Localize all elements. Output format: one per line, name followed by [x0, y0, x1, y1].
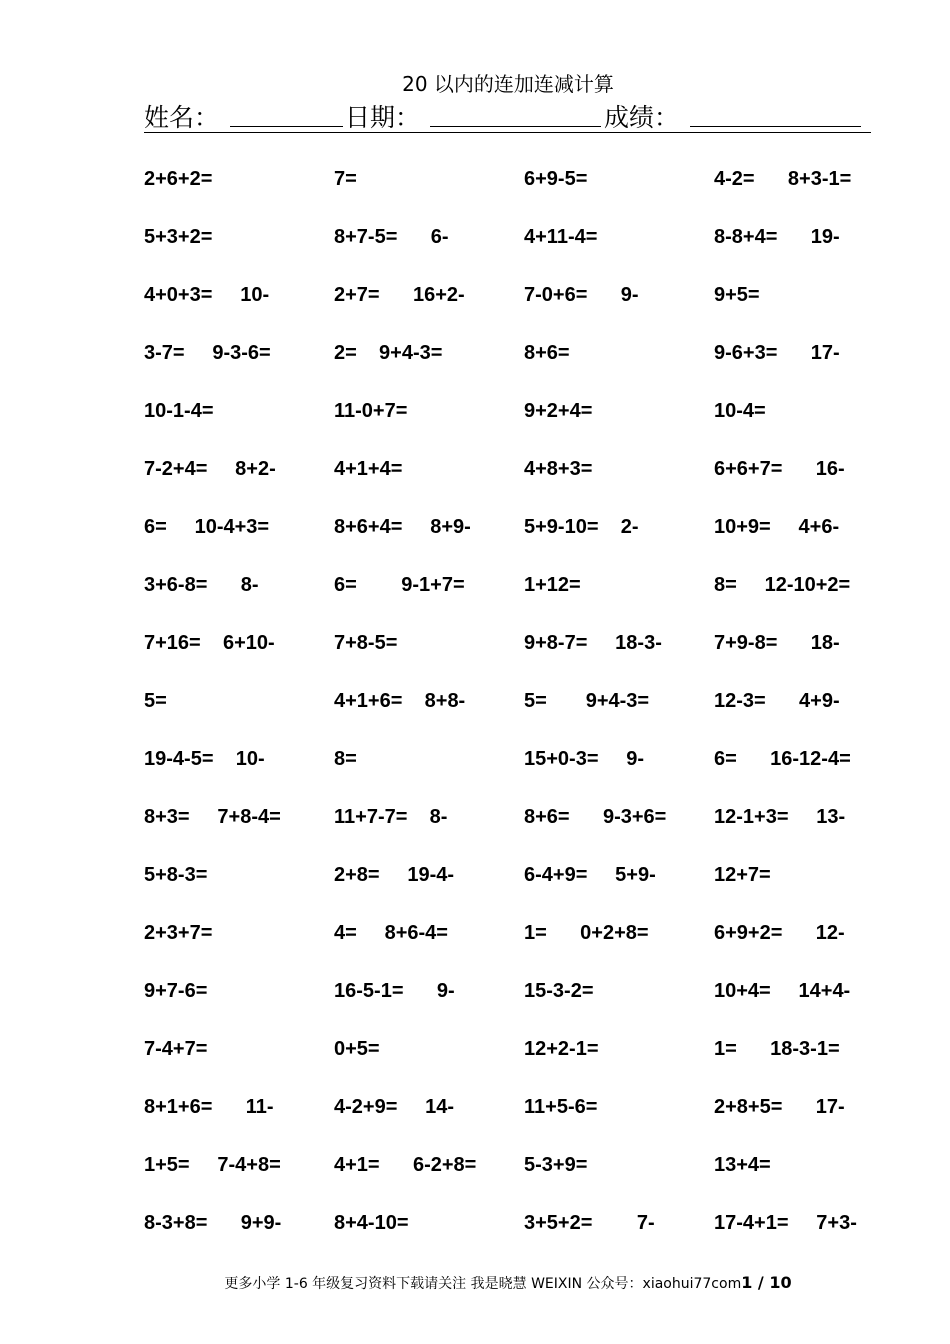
problem-cell: 7-2+4= 8+2-	[144, 458, 276, 480]
problem-cell: 9+8-7= 18-3-	[524, 632, 662, 654]
problem-cell: 8-3+8= 9+9-	[144, 1212, 282, 1234]
problem-cell: 17-4+1= 7+3-	[714, 1212, 857, 1234]
problem-cell: 1= 18-3-1=	[714, 1038, 840, 1060]
page-current: 1	[741, 1273, 753, 1292]
problem-cell: 4+8+3=	[524, 458, 593, 480]
problem-cell: 5= 9+4-3=	[524, 690, 650, 712]
problem-cell: 10-1-4=	[144, 400, 214, 422]
problem-cell: 6+9+2= 12-	[714, 922, 845, 944]
problem-cell: 2= 9+4-3=	[334, 342, 443, 364]
problem-cell: 8= 12-10+2=	[714, 574, 851, 596]
problem-cell: 5=	[144, 690, 167, 712]
problem-cell: 5+3+2=	[144, 226, 213, 248]
problem-cell: 12+2-1=	[524, 1038, 599, 1060]
problem-cell: 4+1+6= 8+8-	[334, 690, 466, 712]
problem-cell: 6+6+7= 16-	[714, 458, 845, 480]
problem-cell: 6= 9-1+7=	[334, 574, 465, 596]
date-blank[interactable]	[430, 126, 601, 127]
problem-cell: 12+7=	[714, 864, 771, 886]
problem-cell: 12-3= 4+9-	[714, 690, 840, 712]
problem-cell: 5+9-10= 2-	[524, 516, 639, 538]
problem-cell: 8+4-10=	[334, 1212, 409, 1234]
problem-cell: 7=	[334, 168, 357, 190]
footer-note: 更多小学 1-6 年级复习资料下载请关注 我是晓慧 WEIXIN 公众号：xiaohui77com	[224, 1276, 742, 1292]
problem-cell: 2+6+2=	[144, 168, 213, 190]
problem-cell: 1+5= 7-4+8=	[144, 1154, 281, 1176]
problem-cell: 9+5=	[714, 284, 760, 306]
problem-cell: 11+5-6=	[524, 1096, 598, 1118]
problem-cell: 8+6= 9-3+6=	[524, 806, 667, 828]
problem-cell: 4+0+3= 10-	[144, 284, 270, 306]
problem-cell: 0+5=	[334, 1038, 380, 1060]
problem-cell: 8-8+4= 19-	[714, 226, 840, 248]
problem-cell: 8+6=	[524, 342, 570, 364]
problem-cell: 19-4-5= 10-	[144, 748, 265, 770]
problem-cell: 3-7= 9-3-6=	[144, 342, 271, 364]
problem-cell: 7-4+7=	[144, 1038, 208, 1060]
problem-cell: 9-6+3= 17-	[714, 342, 840, 364]
problem-cell: 2+7= 16+2-	[334, 284, 465, 306]
problem-cell: 3+5+2= 7-	[524, 1212, 655, 1234]
score-label: 成绩：	[604, 103, 680, 132]
date-label: 日期：	[345, 103, 421, 132]
problem-cell: 2+8= 19-4-	[334, 864, 455, 886]
problem-cell: 7+9-8= 18-	[714, 632, 840, 654]
problem-cell: 5+8-3=	[144, 864, 208, 886]
problem-cell: 8+7-5= 6-	[334, 226, 449, 248]
problem-cell: 13+4=	[714, 1154, 771, 1176]
problem-cell: 4= 8+6-4=	[334, 922, 448, 944]
problem-cell: 4+1+4=	[334, 458, 403, 480]
page-separator: /	[752, 1273, 770, 1292]
page-footer	[0, 1273, 950, 1293]
problem-cell: 9+2+4=	[524, 400, 593, 422]
problem-cell: 11-0+7=	[334, 400, 408, 422]
problem-cell: 4+11-4=	[524, 226, 598, 248]
problem-cell: 6+9-5=	[524, 168, 588, 190]
problem-cell: 2+3+7=	[144, 922, 213, 944]
problem-cell: 12-1+3= 13-	[714, 806, 846, 828]
problem-cell: 6= 10-4+3=	[144, 516, 270, 538]
problem-cell: 7+8-5=	[334, 632, 398, 654]
problem-cell: 2+8+5= 17-	[714, 1096, 845, 1118]
problem-cell: 4-2= 8+3-1=	[714, 168, 852, 190]
student-info-header	[144, 98, 871, 133]
problem-cell: 4+1= 6-2+8=	[334, 1154, 477, 1176]
problem-cell: 15+0-3= 9-	[524, 748, 645, 770]
problem-cell: 10-4=	[714, 400, 766, 422]
problem-cell: 8+1+6= 11-	[144, 1096, 274, 1118]
problem-cell: 7-0+6= 9-	[524, 284, 639, 306]
problem-cell: 7+16= 6+10-	[144, 632, 275, 654]
name-blank[interactable]	[230, 126, 343, 127]
problem-cell: 3+6-8= 8-	[144, 574, 259, 596]
problem-cell: 5-3+9=	[524, 1154, 588, 1176]
page-total: 10	[769, 1273, 792, 1292]
problem-cell: 11+7-7= 8-	[334, 806, 448, 828]
name-label: 姓名：	[144, 103, 220, 132]
problem-cell: 4-2+9= 14-	[334, 1096, 455, 1118]
problem-cell: 8+6+4= 8+9-	[334, 516, 471, 538]
problem-cell: 10+9= 4+6-	[714, 516, 840, 538]
worksheet-title: 20 以内的连加连减计算	[402, 72, 614, 96]
problem-cell: 16-5-1= 9-	[334, 980, 455, 1002]
problem-cell: 6= 16-12-4=	[714, 748, 851, 770]
problem-cell: 9+7-6=	[144, 980, 208, 1002]
problem-cell: 8=	[334, 748, 357, 770]
problem-cell: 15-3-2=	[524, 980, 594, 1002]
problem-cell: 6-4+9= 5+9-	[524, 864, 656, 886]
problem-cell: 1= 0+2+8=	[524, 922, 649, 944]
problem-cell: 10+4= 14+4-	[714, 980, 851, 1002]
problem-cell: 1+12=	[524, 574, 581, 596]
problem-cell: 8+3= 7+8-4=	[144, 806, 281, 828]
score-blank[interactable]	[690, 126, 861, 127]
